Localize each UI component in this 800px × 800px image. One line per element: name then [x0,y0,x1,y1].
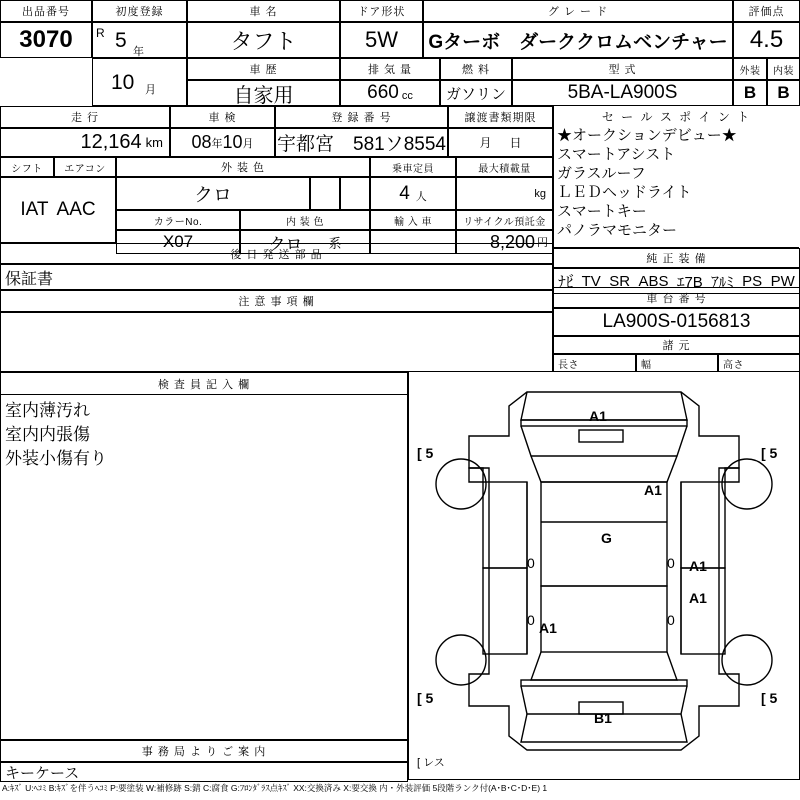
inspection-month: 10 [222,132,243,152]
shift-label: シフト [0,157,54,177]
equipment-item: SR [609,272,631,290]
max-load-label: 最大積載量 [456,157,553,177]
equipment-item: ｱﾙﾐ [711,273,734,291]
inspector-notes-label: 検 査 員 記 入 欄 [0,372,408,395]
first-reg-value [92,22,187,58]
car-name-value: タフト [187,22,340,58]
list-item: スマートアシスト [557,146,676,163]
inspector-notes-list [1,395,407,471]
equipment-item: PS [742,272,763,290]
dimensions-label: 諸 元 [553,336,800,354]
displacement-value-cell [340,80,440,106]
diagram-label: [ 5 [761,690,778,706]
diagram-label: 0 [667,612,675,628]
plate-label: 登 録 番 号 [275,106,448,128]
aircon-value: AAC [56,199,96,220]
first-reg-label: 初度登録 [92,0,187,22]
mileage-value-cell [0,128,170,157]
seats-value-cell [370,177,456,210]
first-reg-month-value: 10 [111,71,135,94]
door-shape-value: 5W [340,22,423,58]
model-code-value: 5BA-LA900S [512,80,733,106]
first-reg-month-cell [92,58,187,106]
inspection-label: 車 検 [170,106,275,128]
displacement-value: 660 [367,82,399,103]
notice-value [0,312,553,372]
office-notice-label: 事 務 局 よ り ご 案 内 [0,740,408,762]
color-number-value: X07 [116,230,240,254]
diagram-label: [ 5 [761,445,778,461]
diagram-label: G [601,530,612,546]
diagram-label: [ 5 [417,445,434,461]
seats-label: 乗車定員 [370,157,456,177]
plate-value: 宇都宮 581ソ8554 [275,128,448,157]
equipment-item: ｴ7B [676,273,703,291]
list-item: 室内内張傷 [5,425,90,444]
max-load-value-cell [456,177,553,210]
lot-number-label: 出品番号 [0,0,92,22]
exterior-color-extra-1 [310,177,340,210]
sales-point-list [554,126,799,240]
dimension-length-label: 長さ [553,354,636,372]
recycle-fee-label: リサイクル預託金 [456,210,553,230]
recycle-fee-value: 8,200 [489,231,535,252]
exterior-color-extra-2 [340,177,370,210]
exterior-grade-value: B [733,80,767,106]
later-parts-label: 後 日 発 送 部 品 [0,243,553,264]
list-item: スマートキー [557,203,647,220]
list-item: 室内薄汚れ [5,401,90,420]
max-load-unit: kg [534,187,546,200]
model-code-label: 型 式 [512,58,733,80]
aircon-label: エアコン [54,157,116,177]
fuel-value: ガソリン [440,80,512,106]
transfer-day-unit: 日 [509,136,522,150]
diagram-label: A1 [689,590,707,606]
sales-point-panel [553,106,799,248]
interior-color-suffix: 系 [328,235,342,251]
import-label: 輸 入 車 [370,210,456,230]
grade-label: グ レ ー ド [423,0,733,22]
inspection-year: 08 [191,132,212,152]
diagram-label: A1 [644,482,662,498]
list-item: 外装小傷有り [5,449,107,468]
shift-value: IAT [20,199,49,220]
fuel-label: 燃 料 [440,58,512,80]
diagram-label: [ 5 [417,690,434,706]
displacement-label: 排 気 量 [340,58,440,80]
color-number-label: カラーNo. [116,210,240,230]
chassis-number-label: 車 台 番 号 [553,287,800,308]
exterior-color-value: クロ [116,177,310,210]
office-notice-value: キーケース [0,762,408,782]
diagram-label: [ レス [417,757,445,769]
legend-text: A:ｷｽﾞ U:ﾍｺﾐ B:ｷｽﾞを伴うﾍｺﾐ P:要塗装 W:補修跡 S:錆 C:腐食 G:ﾌﾛﾝﾀﾞﾗｽ点ｷｽﾞ XX:交換済み X:要交換 内・外装評価 5段階ランク付(A･B･C･D･E) 1 [2,783,548,793]
sales-point-title: セ ー ル ス ポ イ ン ト [601,109,752,124]
exterior-grade-label: 外装 [733,58,767,80]
list-item: ガラスルーフ [557,165,646,182]
interior-grade-label: 内装 [767,58,800,80]
list-item: ★オークションデビュー★ [557,127,737,144]
score-value: 4.5 [733,22,800,58]
inspector-notes-panel [0,395,408,740]
interior-color-value: クロ [268,234,303,254]
mileage-value: 12,164 [80,131,142,153]
inspection-month-unit: 月 [242,137,254,150]
diagram-label: B1 [594,710,612,726]
history-label: 車 歴 [187,58,340,80]
inspection-value-cell [170,128,275,157]
list-item: ＬＥＤヘッドライト [557,184,692,201]
equipment-item: ﾅﾋ゙ [558,273,574,291]
inspection-year-unit: 年 [211,137,223,150]
diagram-label: 0 [527,555,535,571]
recycle-fee-unit: 円 [537,237,548,249]
shift-aircon-value-cell [0,177,116,243]
lot-number-value: 3070 [0,22,92,58]
score-label: 評価点 [733,0,800,22]
equipment-item: ABS [638,272,669,290]
equipment-item: TV [581,272,601,290]
interior-color-label: 内 装 色 [240,210,370,230]
exterior-color-label: 外 装 色 [116,157,370,177]
oem-equipment-label: 純 正 装 備 [553,248,800,268]
displacement-unit: cc [401,89,413,102]
later-parts-value: 保証書 [0,264,553,290]
list-item: パノラマモニター [557,222,678,239]
dimension-height-label: 高さ [718,354,800,372]
equipment-item: PW [770,272,795,290]
first-reg-era: R [96,26,105,40]
door-shape-label: ドア形状 [340,0,423,22]
grade-value: Gターボ ダーククロムベンチャー [423,22,733,58]
seats-value: 4 [399,182,410,204]
first-reg-month-unit: 月 [145,84,156,96]
mileage-unit: km [145,135,163,150]
transfer-deadline-value [448,128,553,157]
interior-grade-value: B [767,80,800,106]
diagram-label: 0 [667,555,675,571]
first-reg-year-value: 5 [115,29,127,52]
transfer-deadline-label: 譲渡書類期限 [448,106,553,128]
diagram-label: A1 [539,620,557,636]
transfer-month-unit: 月 [479,136,492,150]
damage-diagram [408,371,800,780]
history-value: 自家用 [187,80,340,106]
seats-unit: 人 [415,191,427,203]
diagram-label: A1 [589,408,607,424]
diagram-label: 0 [527,612,535,628]
mileage-label: 走 行 [0,106,170,128]
first-reg-year-unit: 年 [133,46,144,58]
notice-label: 注 意 事 項 欄 [0,290,553,312]
chassis-number-value: LA900S-0156813 [553,308,800,336]
diagram-label: A1 [689,558,707,574]
car-name-label: 車 名 [187,0,340,22]
dimension-width-label: 幅 [636,354,718,372]
